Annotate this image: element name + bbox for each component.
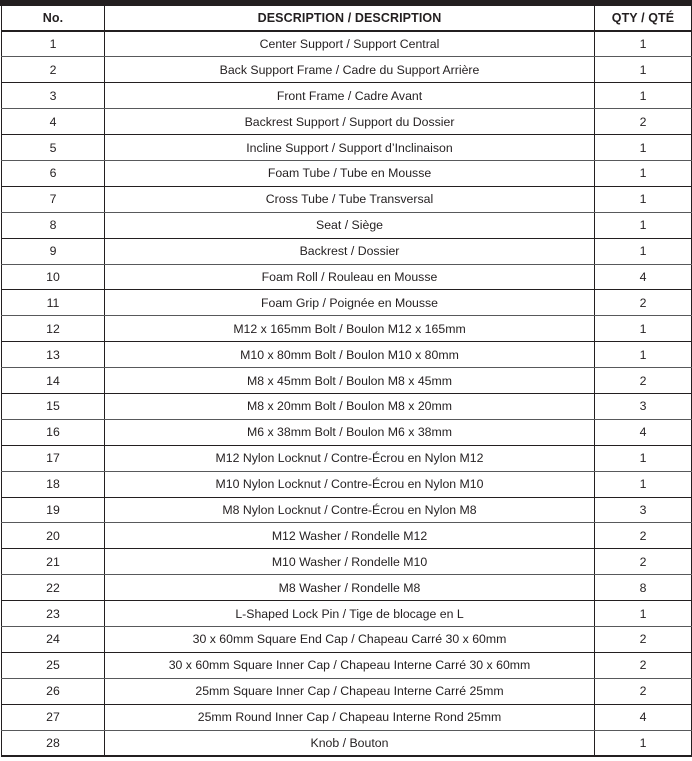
cell-quantity: 2 [595,652,692,678]
cell-description: Front Frame / Cadre Avant [105,83,595,109]
column-header-description: DESCRIPTION / DESCRIPTION [105,6,595,31]
table-row [2,445,692,471]
cell-item-number: 25 [2,652,105,678]
cell-item-number: 16 [2,419,105,445]
cell-description: Foam Grip / Poignée en Mousse [105,290,595,316]
table-row [2,160,692,186]
cell-item-number: 19 [2,497,105,523]
cell-description: M10 Nylon Locknut / Contre-Écrou en Nylon M10 [105,471,595,497]
cell-quantity: 2 [595,290,692,316]
cell-description: M12 Nylon Locknut / Contre-Écrou en Nylon M12 [105,445,595,471]
table-row [2,549,692,575]
cell-item-number: 18 [2,471,105,497]
table-row [2,393,692,419]
cell-item-number: 23 [2,601,105,627]
parts-table-body [2,31,692,756]
table-row [2,419,692,445]
cell-item-number: 12 [2,316,105,342]
cell-quantity: 1 [595,316,692,342]
cell-quantity: 2 [595,523,692,549]
cell-quantity: 1 [595,186,692,212]
table-row [2,135,692,161]
cell-description: Incline Support / Support d’Inclinaison [105,135,595,161]
cell-description: Backrest / Dossier [105,238,595,264]
cell-item-number: 6 [2,160,105,186]
cell-item-number: 3 [2,83,105,109]
cell-item-number: 10 [2,264,105,290]
cell-item-number: 21 [2,549,105,575]
cell-description: 25mm Square Inner Cap / Chapeau Interne Carré 25mm [105,678,595,704]
cell-description: M8 x 45mm Bolt / Boulon M8 x 45mm [105,368,595,394]
cell-item-number: 22 [2,575,105,601]
table-row [2,238,692,264]
cell-item-number: 17 [2,445,105,471]
cell-quantity: 1 [595,212,692,238]
table-row [2,212,692,238]
cell-description: Cross Tube / Tube Transversal [105,186,595,212]
table-row [2,186,692,212]
cell-quantity: 2 [595,626,692,652]
table-row [2,109,692,135]
cell-quantity: 8 [595,575,692,601]
table-row [2,704,692,730]
cell-quantity: 1 [595,57,692,83]
table-row [2,652,692,678]
column-header-no: No. [2,6,105,31]
table-row [2,264,692,290]
cell-description: 30 x 60mm Square End Cap / Chapeau Carré 30 x 60mm [105,626,595,652]
table-row [2,57,692,83]
cell-description: Seat / Siège [105,212,595,238]
cell-quantity: 2 [595,549,692,575]
parts-table [1,6,692,757]
cell-description: 25mm Round Inner Cap / Chapeau Interne Rond 25mm [105,704,595,730]
cell-quantity: 2 [595,368,692,394]
cell-quantity: 1 [595,342,692,368]
cell-item-number: 26 [2,678,105,704]
parts-table-container [0,6,692,757]
cell-quantity: 2 [595,109,692,135]
parts-table-header [2,6,692,31]
cell-description: M10 Washer / Rondelle M10 [105,549,595,575]
cell-quantity: 1 [595,160,692,186]
table-row [2,31,692,57]
cell-quantity: 3 [595,393,692,419]
table-header-row [2,6,692,31]
table-row [2,471,692,497]
table-row [2,575,692,601]
table-row [2,342,692,368]
cell-item-number: 2 [2,57,105,83]
cell-item-number: 24 [2,626,105,652]
cell-description: M12 Washer / Rondelle M12 [105,523,595,549]
cell-quantity: 1 [595,238,692,264]
table-row [2,523,692,549]
table-row [2,316,692,342]
cell-quantity: 4 [595,704,692,730]
cell-item-number: 13 [2,342,105,368]
cell-description: M12 x 165mm Bolt / Boulon M12 x 165mm [105,316,595,342]
table-row [2,83,692,109]
cell-quantity: 1 [595,445,692,471]
cell-description: Foam Roll / Rouleau en Mousse [105,264,595,290]
cell-quantity: 4 [595,264,692,290]
cell-item-number: 28 [2,730,105,756]
cell-description: M10 x 80mm Bolt / Boulon M10 x 80mm [105,342,595,368]
table-row [2,626,692,652]
cell-description: M8 Washer / Rondelle M8 [105,575,595,601]
cell-item-number: 20 [2,523,105,549]
cell-quantity: 1 [595,601,692,627]
cell-description: Backrest Support / Support du Dossier [105,109,595,135]
table-row [2,678,692,704]
cell-item-number: 8 [2,212,105,238]
cell-quantity: 1 [595,83,692,109]
cell-quantity: 4 [595,419,692,445]
cell-item-number: 7 [2,186,105,212]
cell-item-number: 1 [2,31,105,57]
column-header-qty: QTY / QTÉ [595,6,692,31]
cell-item-number: 27 [2,704,105,730]
cell-description: M8 Nylon Locknut / Contre-Écrou en Nylon M8 [105,497,595,523]
cell-item-number: 9 [2,238,105,264]
cell-description: Knob / Bouton [105,730,595,756]
cell-description: Back Support Frame / Cadre du Support Arrière [105,57,595,83]
cell-quantity: 3 [595,497,692,523]
cell-quantity: 1 [595,471,692,497]
cell-quantity: 1 [595,31,692,57]
cell-description: Foam Tube / Tube en Mousse [105,160,595,186]
cell-description: M8 x 20mm Bolt / Boulon M8 x 20mm [105,393,595,419]
cell-item-number: 15 [2,393,105,419]
cell-quantity: 2 [595,678,692,704]
table-row [2,601,692,627]
cell-description: L-Shaped Lock Pin / Tige de blocage en L [105,601,595,627]
cell-description: Center Support / Support Central [105,31,595,57]
cell-description: 30 x 60mm Square Inner Cap / Chapeau Interne Carré 30 x 60mm [105,652,595,678]
table-row [2,368,692,394]
cell-item-number: 11 [2,290,105,316]
cell-item-number: 4 [2,109,105,135]
cell-item-number: 5 [2,135,105,161]
cell-description: M6 x 38mm Bolt / Boulon M6 x 38mm [105,419,595,445]
cell-quantity: 1 [595,730,692,756]
cell-item-number: 14 [2,368,105,394]
table-row [2,730,692,756]
table-row [2,497,692,523]
table-row [2,290,692,316]
cell-quantity: 1 [595,135,692,161]
